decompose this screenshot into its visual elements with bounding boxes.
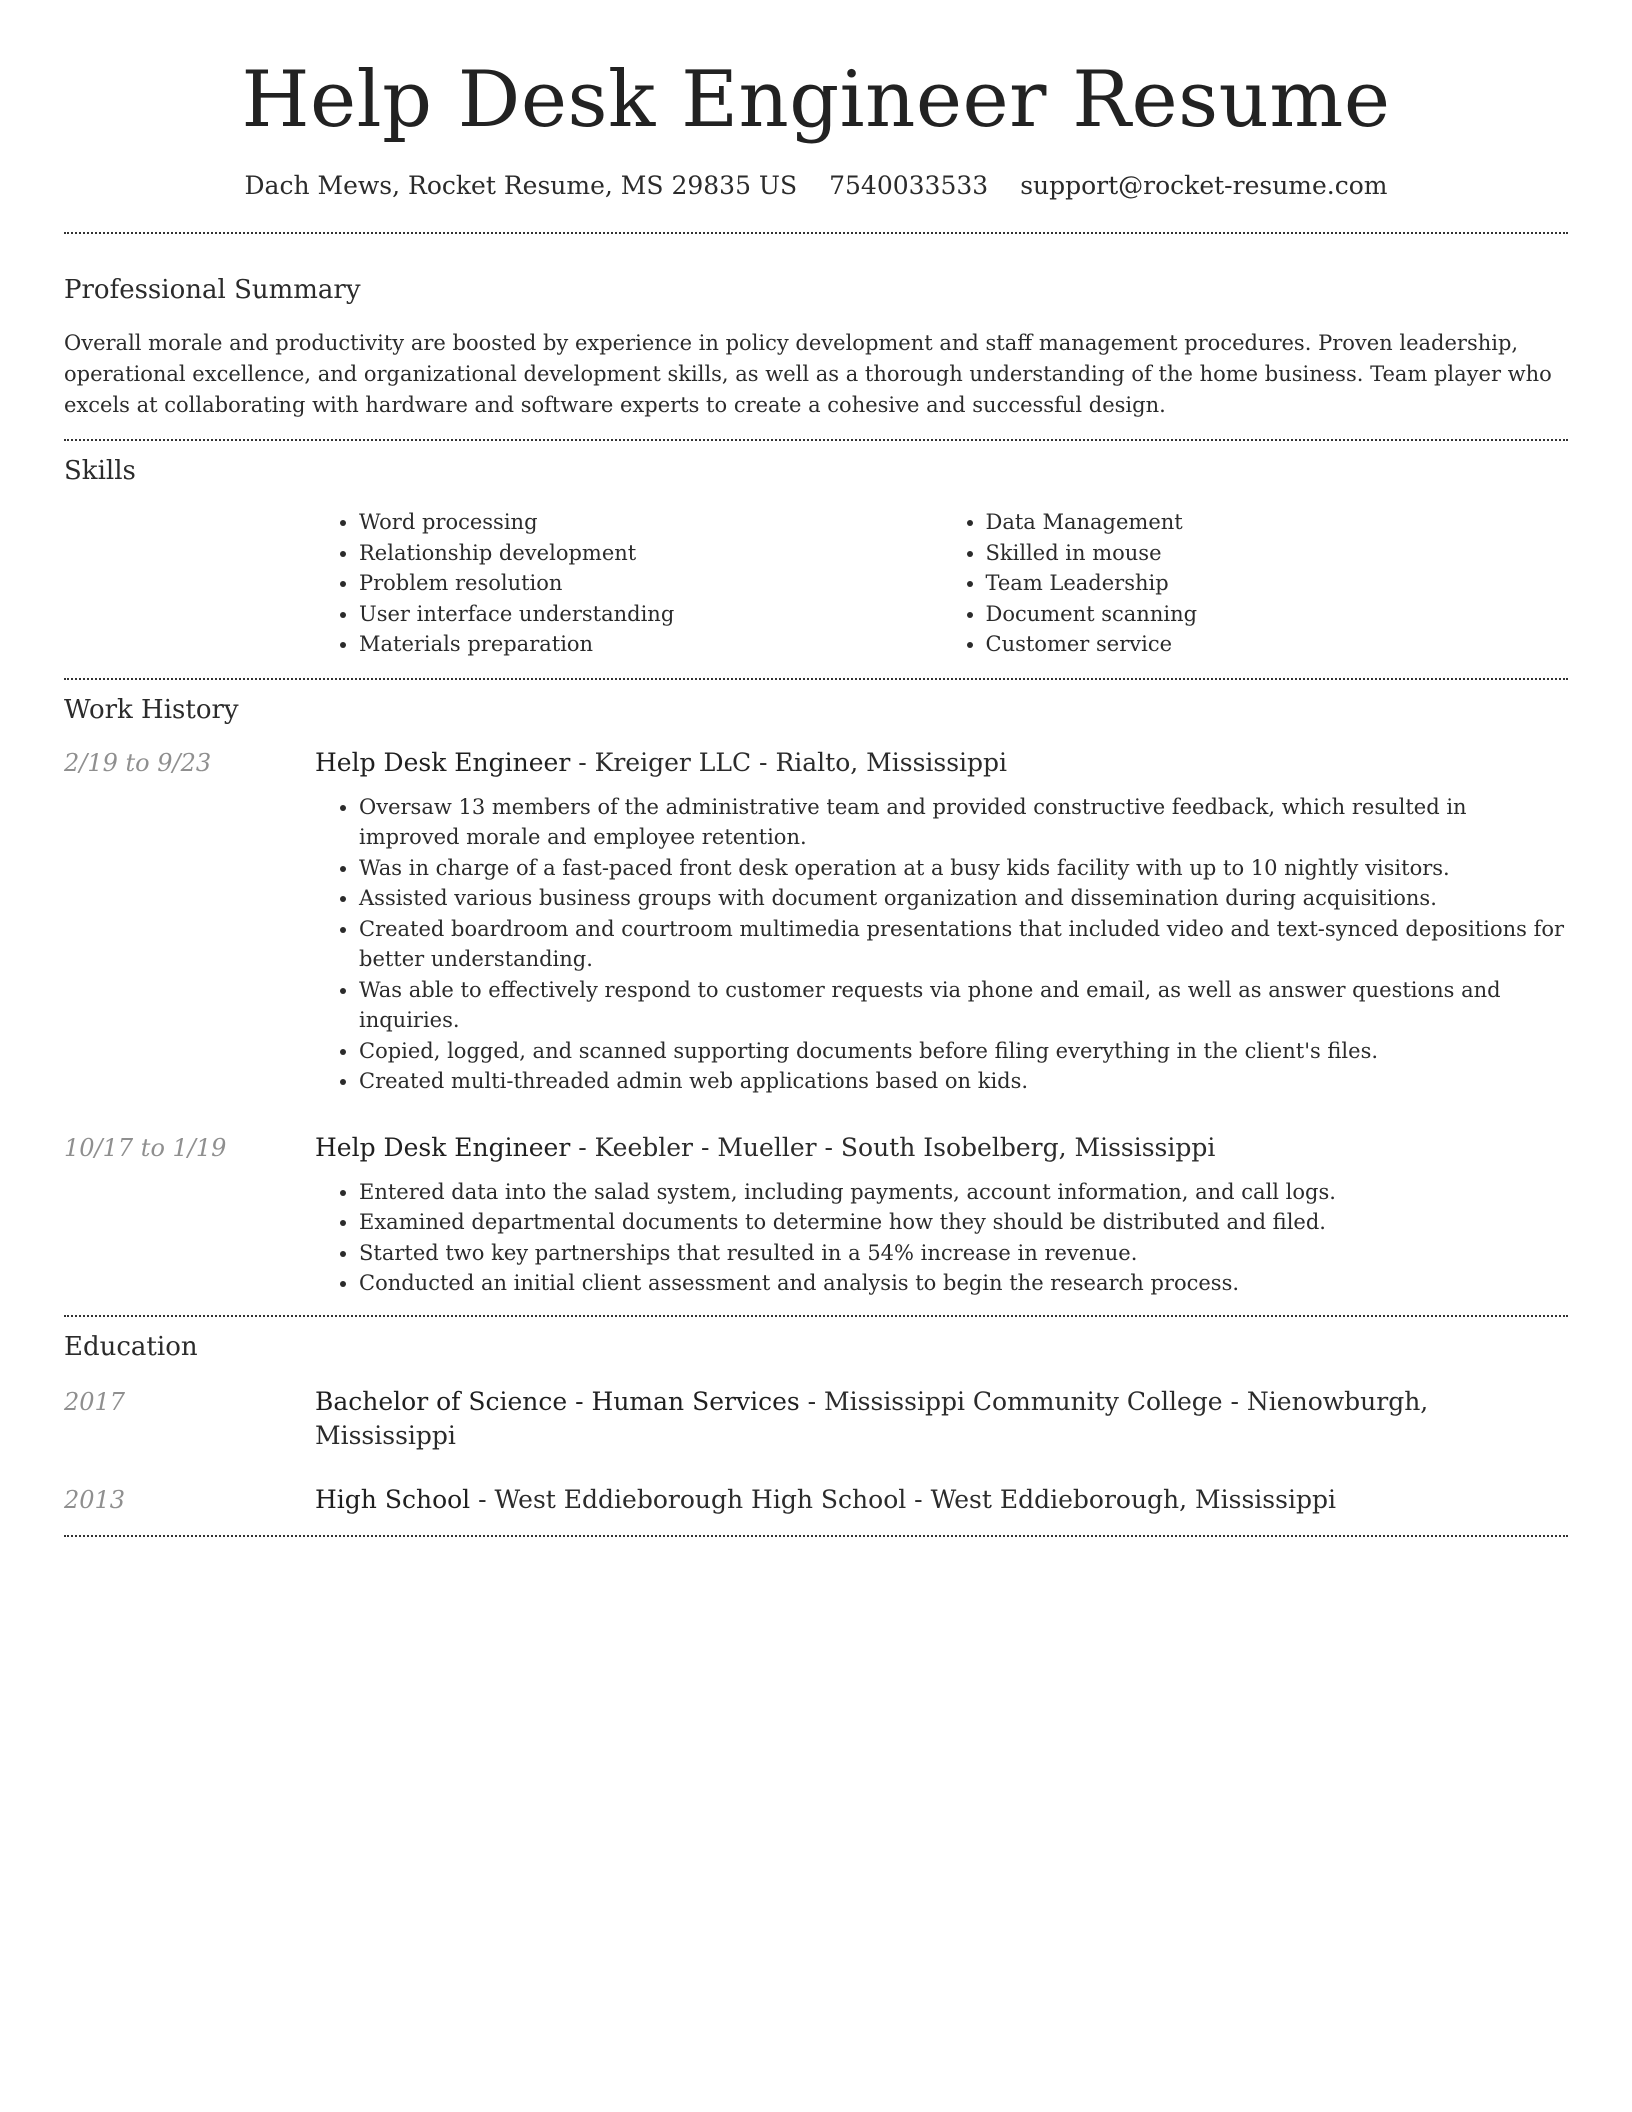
job-body [315,746,1568,1097]
job-bullet: • Created multi-threaded admin web applications based on kids. [359,1066,1568,1097]
job-heading [315,1131,1568,1165]
job-heading [315,746,1568,780]
work-heading: Work History [64,694,239,725]
job-bullet: • Was in charge of a fast-paced front desk operation at a busy kids facility with up to 10 nightly visitors. [359,853,1568,884]
job-body [315,1131,1568,1299]
education-year: 2013 [64,1485,126,1514]
job-bullet: • Started two key partnerships that resulted in a 54% increase in revenue. [359,1238,1568,1269]
education-school: - West Eddieborough High School - West Eddieborough, Mississippi [470,1484,1336,1514]
job-bullet: • Copied, logged, and scanned supporting documents before filing everything in the client's files. [359,1036,1568,1067]
job-bullet: • Conducted an initial client assessment and analysis to begin the research process. [359,1268,1568,1299]
job-bullets [315,792,1568,1097]
skill-item: • Skilled in mouse [986,538,1569,569]
skill-item: • Team Leadership [986,568,1569,599]
job-employer: - Keebler - Mueller - South Isobelberg, Mississippi [570,1132,1216,1162]
skill-item: • Word processing [359,507,942,538]
education-section [64,1317,1568,1535]
page-title: Help Desk Engineer Resume [241,55,1391,145]
skill-item: • Customer service [986,629,1569,660]
skills-section [64,441,1568,678]
skill-item: • Data Management [986,507,1569,538]
education-degree: Bachelor of Science - Human Services [315,1386,800,1416]
education-entry [64,1483,1568,1517]
skill-item: • Document scanning [986,599,1569,630]
job-bullet: • Assisted various business groups with document organization and dissemination during acquisitions. [359,883,1568,914]
job-bullet: • Oversaw 13 members of the administrative team and provided constructive feedback, which resulted in improved morale and employee retention. [359,792,1568,853]
skills-list-right [942,507,1569,660]
skill-item: • Problem resolution [359,568,942,599]
job-entry [64,746,1568,1097]
education-heading-line [315,1483,1336,1517]
job-dates: 10/17 to 1/19 [64,1133,227,1162]
skill-item: • Relationship development [359,538,942,569]
education-school: - Mississippi Community College - Nienowburgh, Mississippi [315,1386,1429,1450]
skills-heading: Skills [64,456,136,486]
job-entry [64,1131,1568,1299]
contact-address: Dach Mews, Rocket Resume, MS 29835 US [244,171,798,200]
job-bullets [315,1177,1568,1299]
job-bullet: • Created boardroom and courtroom multimedia presentations that included video and text-synced depositions for better understanding. [359,914,1568,975]
education-degree: High School [315,1484,471,1514]
job-title: Help Desk Engineer [315,1132,571,1162]
skill-item: • Materials preparation [359,629,942,660]
job-employer: - Kreiger LLC - Rialto, Mississippi [570,747,1008,777]
skills-grid [315,507,1568,660]
education-year: 2017 [64,1387,126,1416]
contact-phone: 7540033533 [829,171,989,200]
contact-line [64,170,1568,202]
education-heading-line [315,1385,1568,1453]
job-dates: 2/19 to 9/23 [64,748,212,777]
skill-item: • User interface understanding [359,599,942,630]
summary-heading: Professional Summary [64,275,361,305]
skills-list-left [315,507,942,660]
contact-email: support@rocket-resume.com [1020,171,1388,200]
job-bullet: • Was able to effectively respond to customer requests via phone and email, as well as answer questions and inquiries. [359,975,1568,1036]
job-bullet: • Entered data into the salad system, including payments, account information, and call logs. [359,1177,1568,1208]
summary-section [64,234,1568,439]
summary-text: Overall morale and productivity are boosted by experience in policy development and staff management procedures. Proven leadership, operational excellence, and organizational development skills, as well as a thorough understanding of the home business. Team player who excels at collaborating with hardware and software experts to create a cohesive and successful design. [64,331,1552,417]
job-title: Help Desk Engineer [315,747,571,777]
work-section [64,680,1568,1299]
education-heading: Education [64,1331,198,1362]
education-entry [64,1385,1568,1453]
job-bullet: • Examined departmental documents to determine how they should be distributed and filed. [359,1207,1568,1238]
divider [64,1535,1568,1537]
